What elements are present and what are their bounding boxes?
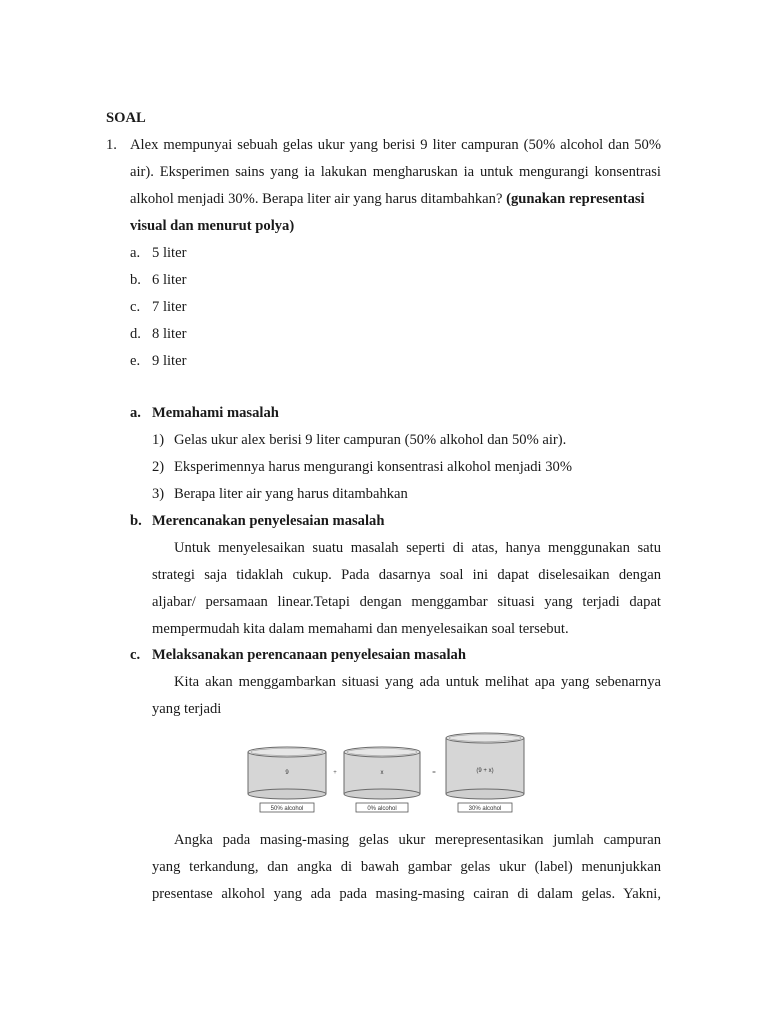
beaker-3-label: 30% alcohol <box>468 806 502 812</box>
beaker-2 <box>344 747 420 799</box>
section-b-line-1: Untuk menyelesaikan suatu masalah seperti di atas, hanya menggunakan satu <box>174 540 661 556</box>
question-instruction: (gunakan representasi <box>506 191 645 207</box>
option-a-letter: a. <box>130 245 141 261</box>
option-a-text: 5 liter <box>152 245 187 261</box>
option-e-text: 9 liter <box>152 353 187 369</box>
section-c-letter: c. <box>130 647 141 663</box>
section-c-line-1: Kita akan menggambarkan situasi yang ada untuk melihat apa yang sebenarnya <box>174 674 661 690</box>
page-heading: SOAL <box>106 110 146 126</box>
question-line-3 <box>130 191 645 208</box>
closing-line-3: presentase alkohol yang ada pada masing-masing cairan di dalam gelas. Yakni, <box>152 886 661 902</box>
beaker-1-label: 50% alcohol <box>270 806 304 812</box>
beaker-2-content: x <box>380 770 384 776</box>
closing-line-2: yang terkandung, dan angka di bawah gambar gelas ukur (label) menunjukkan <box>152 859 661 875</box>
beaker-3-content: (9 + x) <box>476 768 494 774</box>
section-b-title: Merencanakan penyelesaian masalah <box>152 513 385 529</box>
question-line-2: air). Eksperimen sains yang ia lakukan mengharuskan ia untuk mengurangi konsentrasi <box>130 164 661 180</box>
beaker-2-label: 0% alcohol <box>367 806 397 812</box>
section-b-line-2: strategi saja tidaklah cukup. Pada dasarnya soal ini dapat diselesaikan dengan <box>152 567 661 583</box>
option-b-text: 6 liter <box>152 272 187 288</box>
option-d-text: 8 liter <box>152 326 187 342</box>
beaker-1-content: 9 <box>285 770 289 776</box>
option-c-letter: c. <box>130 299 141 315</box>
section-a-item-3-num: 3) <box>152 486 165 502</box>
beaker-diagram <box>240 728 530 822</box>
section-a-title: Memahami masalah <box>152 405 279 421</box>
option-c-text: 7 liter <box>152 299 187 315</box>
equals-sign: = <box>432 770 436 776</box>
section-a-item-2: Eksperimennya harus mengurangi konsentrasi alkohol menjadi 30% <box>174 459 572 475</box>
section-a-item-3: Berapa liter air yang harus ditambahkan <box>174 486 408 502</box>
section-c-line-2: yang terjadi <box>152 701 222 717</box>
option-b-letter: b. <box>130 272 141 288</box>
option-d-letter: d. <box>130 326 141 342</box>
beaker-3 <box>446 733 524 799</box>
plus-sign: + <box>333 770 337 776</box>
section-a-item-1-num: 1) <box>152 432 165 448</box>
question-text: alkohol menjadi 30%. Berapa liter air yang harus ditambahkan? <box>130 191 503 207</box>
closing-line-1: Angka pada masing-masing gelas ukur merepresentasikan jumlah campuran <box>174 832 661 848</box>
option-e-letter: e. <box>130 353 141 369</box>
beaker-figure <box>240 728 530 827</box>
question-instruction-cont: visual dan menurut polya) <box>130 218 295 234</box>
section-b-line-3: aljabar/ persamaan linear.Tetapi dengan menggambar situasi yang terjadi dapat <box>152 594 661 610</box>
section-a-item-1: Gelas ukur alex berisi 9 liter campuran (50% alkohol dan 50% air). <box>174 432 567 448</box>
question-number: 1. <box>106 137 117 153</box>
beaker-1 <box>248 747 326 799</box>
section-a-item-2-num: 2) <box>152 459 165 475</box>
section-b-letter: b. <box>130 513 142 529</box>
question-line-1: Alex mempunyai sebuah gelas ukur yang berisi 9 liter campuran (50% alcohol dan 50% <box>130 137 661 153</box>
section-a-letter: a. <box>130 405 141 421</box>
section-b-line-4: mempermudah kita dalam memahami dan menyelesaikan soal tersebut. <box>152 621 569 637</box>
section-c-title: Melaksanakan perencanaan penyelesaian masalah <box>152 647 466 663</box>
